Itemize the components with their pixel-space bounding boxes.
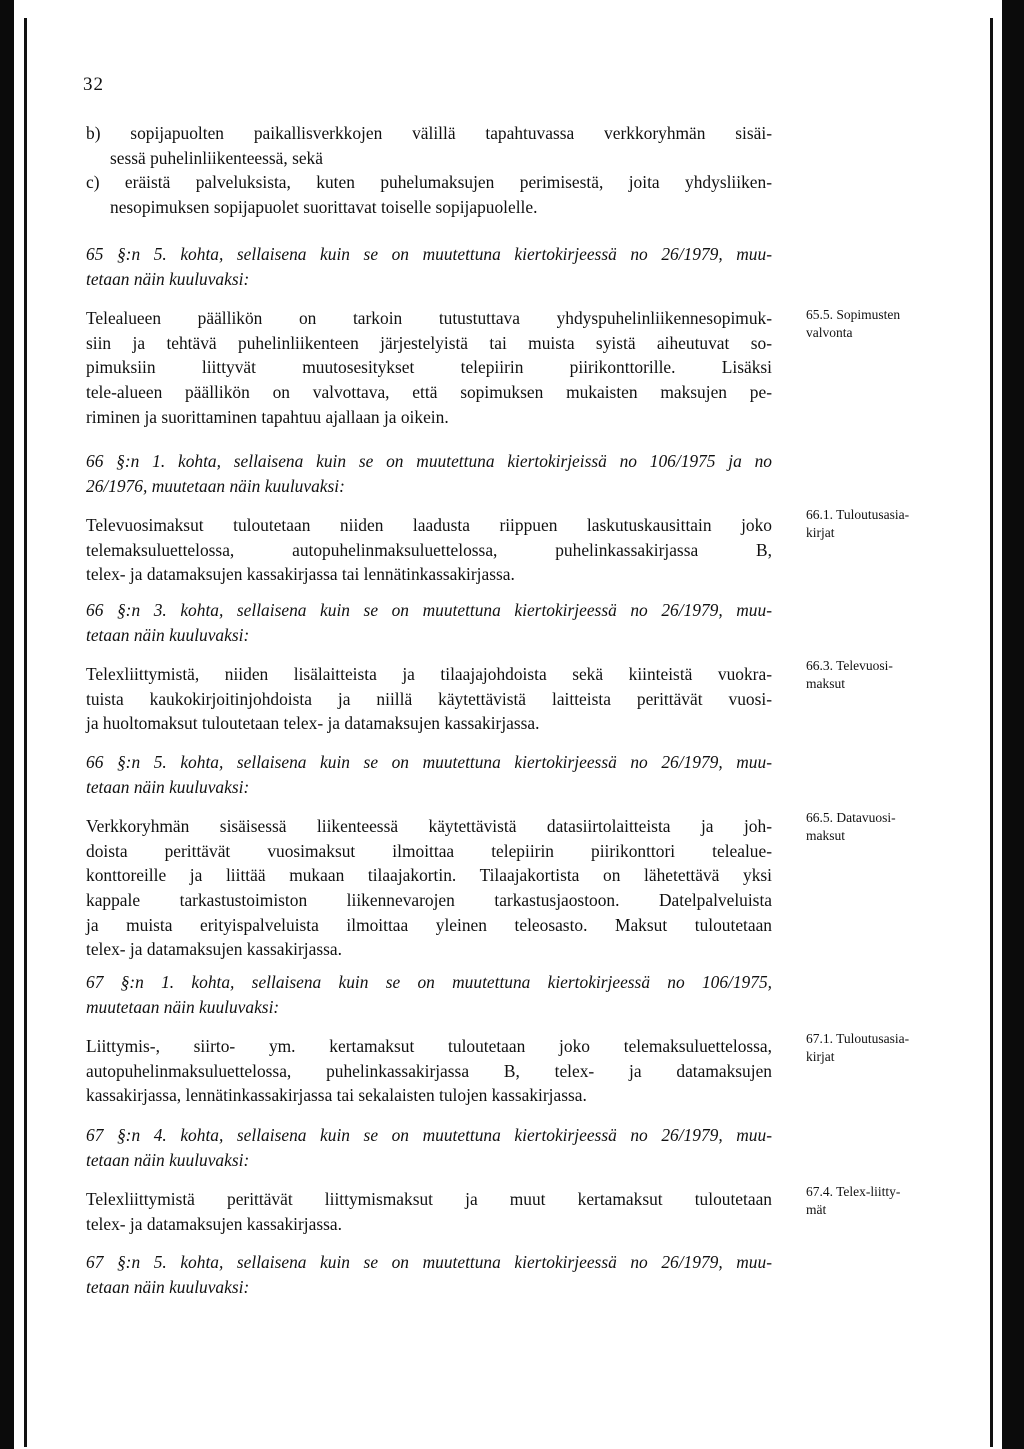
section-heading	[86, 1123, 772, 1172]
text-line: nesopimuksen sopijapuolet suorittavat toiselle sopijapuolelle.	[110, 196, 538, 217]
section-heading	[86, 598, 772, 647]
heading-line: 66 §:n 3. kohta, sellaisena kuin se on muutettuna kiertokirjeessä no 26/1979, muu-	[86, 600, 772, 620]
text-line: telex- ja datamaksujen kassakirjassa tai lennätinkassakirjassa.	[86, 564, 515, 585]
section-67-4	[86, 1123, 772, 1236]
text-line: ja muista erityispalveluista ilmoittaa yleinen teleosasto. Maksut tuloutetaan	[86, 914, 772, 935]
page-edge-right	[990, 18, 993, 1447]
margin-note-line: 66.5. Datavuosi-	[806, 810, 896, 825]
text-line: ja huoltomaksut tuloutetaan telex- ja datamaksujen kassakirjassa.	[86, 713, 540, 734]
margin-note-line: maksut	[806, 676, 845, 691]
margin-note-line: mät	[806, 1202, 827, 1217]
text-line: tele-alueen päällikön on valvottava, että sopimuksen mukaisten maksujen pe-	[86, 381, 772, 402]
text-line: c) eräistä palveluksista, kuten puhelumaksujen perimisestä, joita yhdysliiken-	[86, 172, 772, 193]
heading-line: 66 §:n 5. kohta, sellaisena kuin se on muutettuna kiertokirjeessä no 26/1979, muu-	[86, 752, 772, 772]
section-heading	[86, 242, 772, 291]
heading-line: muutetaan näin kuuluvaksi:	[86, 996, 280, 1017]
margin-note-65-5	[806, 306, 966, 342]
heading-line: tetaan näin kuuluvaksi:	[86, 268, 250, 289]
heading-line: tetaan näin kuuluvaksi:	[86, 776, 250, 797]
list-item-c	[86, 170, 772, 219]
section-heading	[86, 449, 772, 498]
margin-note-line: valvonta	[806, 325, 853, 340]
heading-line: tetaan näin kuuluvaksi:	[86, 1149, 250, 1170]
section-body	[86, 1034, 772, 1108]
section-body	[86, 662, 772, 736]
page-edge-left	[24, 18, 27, 1447]
intro-list	[86, 121, 772, 219]
margin-note-67-1	[806, 1030, 966, 1066]
section-67-5	[86, 1250, 772, 1299]
section-heading	[86, 970, 772, 1019]
text-line: telex- ja datamaksujen kassakirjassa.	[86, 939, 342, 960]
heading-line: 67 §:n 1. kohta, sellaisena kuin se on muutettuna kiertokirjeessä no 106/1975,	[86, 972, 772, 992]
margin-note-line: maksut	[806, 828, 845, 843]
section-67-1	[86, 970, 772, 1108]
text-line: tuista kaukokirjoitinjohdoista ja niillä käytettävistä laitteista perittävät vuosi-	[86, 688, 772, 709]
text-line: telex- ja datamaksujen kassakirjassa.	[86, 1213, 342, 1234]
section-66-5	[86, 750, 772, 962]
section-body	[86, 306, 772, 429]
section-body	[86, 513, 772, 587]
scan-border-left	[0, 0, 14, 1449]
text-line: Televuosimaksut tuloutetaan niiden laadusta riippuen laskutuskausittain joko	[86, 515, 772, 536]
section-heading	[86, 750, 772, 799]
margin-note-line: kirjat	[806, 525, 835, 540]
heading-line: tetaan näin kuuluvaksi:	[86, 1276, 250, 1297]
margin-note-line: 67.1. Tuloutusasia-	[806, 1031, 910, 1046]
text-line: doista perittävät vuosimaksut ilmoittaa telepiirin piirikonttori telealue-	[86, 840, 772, 861]
section-body	[86, 1187, 772, 1236]
page-number: 32	[83, 74, 104, 95]
heading-line: 65 §:n 5. kohta, sellaisena kuin se on muutettuna kiertokirjeessä no 26/1979, muu-	[86, 244, 772, 264]
text-line: telemaksuluettelossa, autopuhelinmaksuluettelossa, puhelinkassakirjassa B,	[86, 539, 772, 560]
text-line: Liittymis-, siirto- ym. kertamaksut tuloutetaan joko telemaksuluettelossa,	[86, 1036, 772, 1057]
text-line: riminen ja suorittaminen tapahtuu ajallaan ja oikein.	[86, 406, 449, 427]
text-line: Telealueen päällikön on tarkoin tutustuttava yhdyspuhelinliikennesopimuk-	[86, 308, 772, 329]
text-line: Telexliittymistä, niiden lisälaitteista ja tilaajajohdoista sekä kiinteistä vuokra-	[86, 664, 772, 685]
margin-note-line: kirjat	[806, 1049, 835, 1064]
margin-note-66-1	[806, 506, 966, 542]
list-item-b	[86, 121, 772, 170]
section-body	[86, 814, 772, 962]
margin-note-line: 67.4. Telex-liitty-	[806, 1184, 901, 1199]
margin-note-67-4	[806, 1183, 966, 1219]
text-line: Telexliittymistä perittävät liittymismaksut ja muut kertamaksut tuloutetaan	[86, 1189, 772, 1210]
margin-note-66-5	[806, 809, 966, 845]
text-line: Verkkoryhmän sisäisessä liikenteessä käytettävistä datasiirtolaitteista ja joh-	[86, 816, 772, 837]
text-line: b) sopijapuolten paikallisverkkojen välillä tapahtuvassa verkkoryhmän sisäi-	[86, 123, 772, 143]
text-line: pimuksiin liittyvät muutosesitykset telepiirin piirikonttorille. Lisäksi	[86, 357, 772, 378]
text-line: sessä puhelinliikenteessä, sekä	[110, 147, 323, 168]
heading-line: 67 §:n 4. kohta, sellaisena kuin se on muutettuna kiertokirjeessä no 26/1979, muu-	[86, 1125, 772, 1145]
margin-note-66-3	[806, 657, 966, 693]
text-line: siin ja tehtävä puhelinliikenteen järjestelyistä tai muista syistä aiheutuvat so-	[86, 332, 772, 353]
margin-note-line: 66.3. Televuosi-	[806, 658, 893, 673]
text-line: kassakirjassa, lennätinkassakirjassa tai sekalaisten tulojen kassakirjassa.	[86, 1085, 587, 1106]
heading-line: 26/1976, muutetaan näin kuuluvaksi:	[86, 475, 345, 496]
heading-line: 66 §:n 1. kohta, sellaisena kuin se on muutettuna kiertokirjeissä no 106/1975 ja no	[86, 451, 772, 471]
text-line: autopuhelinmaksuluettelossa, puhelinkassakirjassa B, telex- ja datamaksujen	[86, 1060, 772, 1081]
section-65-5	[86, 242, 772, 429]
text-line: konttoreille ja liittää mukaan tilaajakortin. Tilaajakortista on lähetettävä yksi	[86, 865, 772, 886]
heading-line: tetaan näin kuuluvaksi:	[86, 624, 250, 645]
text-line: kappale tarkastustoimiston liikennevarojen tarkastusjaostoon. Datelpalveluista	[86, 889, 772, 910]
margin-note-line: 66.1. Tuloutusasia-	[806, 507, 910, 522]
section-heading	[86, 1250, 772, 1299]
section-66-1	[86, 449, 772, 587]
heading-line: 67 §:n 5. kohta, sellaisena kuin se on muutettuna kiertokirjeessä no 26/1979, muu-	[86, 1252, 772, 1272]
section-66-3	[86, 598, 772, 736]
scan-border-right	[1002, 0, 1024, 1449]
margin-note-line: 65.5. Sopimusten	[806, 307, 901, 322]
